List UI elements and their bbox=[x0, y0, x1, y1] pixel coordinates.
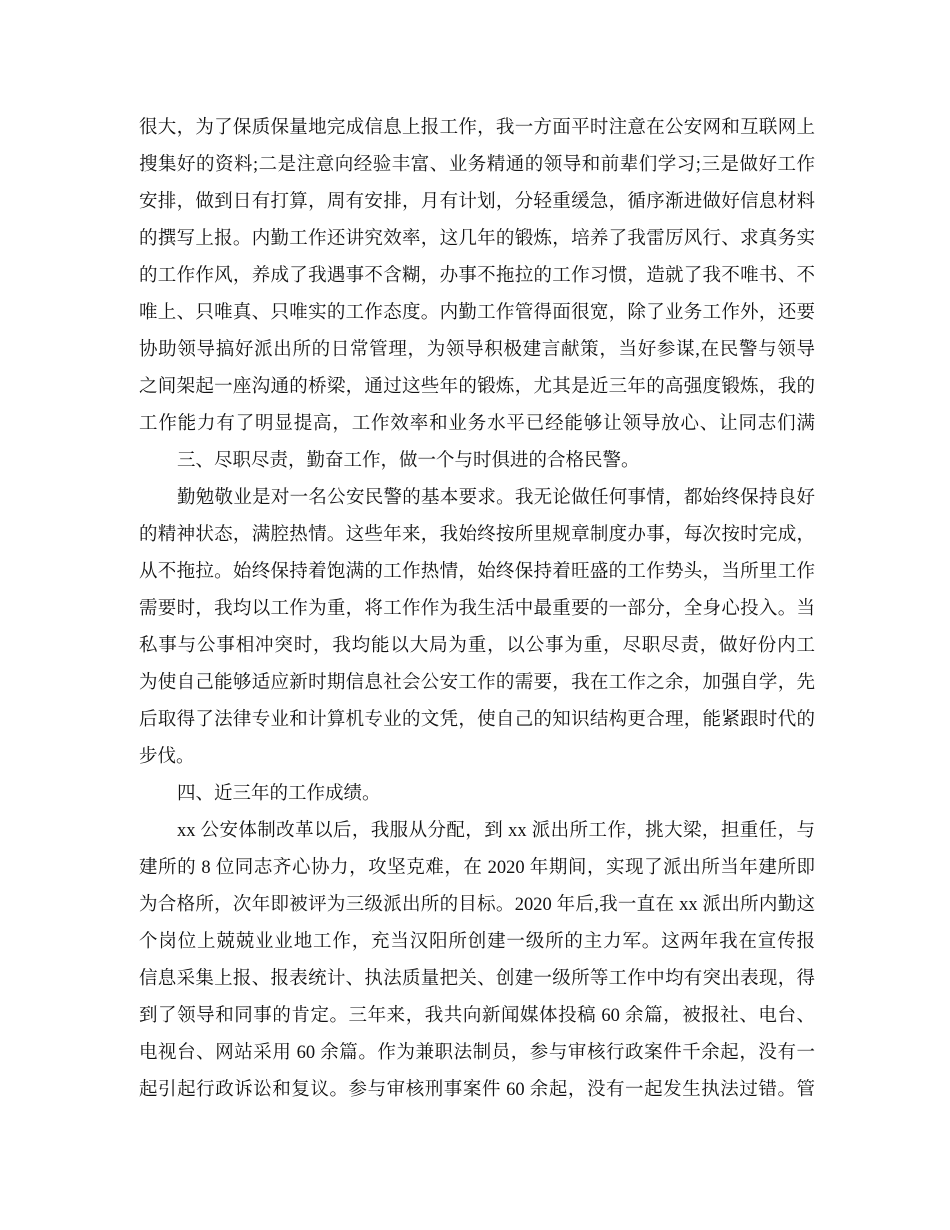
body-text-line: 建所的 8 位同志齐心协力，攻坚克难，在 2020 年期间，实现了派出所当年建所即 bbox=[139, 858, 815, 878]
body-text-line: 后取得了法律专业和计算机专业的文凭，使自己的知识结构更合理，能紧跟时代的 bbox=[139, 710, 815, 730]
body-text-line: 的撰写上报。内勤工作还讲究效率，这几年的锻炼，培养了我雷厉风行、求真务实 bbox=[139, 229, 815, 249]
body-text-line: 搜集好的资料;二是注意向经验丰富、业务精通的领导和前辈们学习;三是做好工作 bbox=[139, 155, 815, 175]
body-text-line: 唯上、只唯真、只唯实的工作态度。内勤工作管得面很宽，除了业务工作外，还要 bbox=[139, 303, 815, 323]
body-text-line: 的精神状态，满腔热情。这些年来，我始终按所里规章制度办事，每次按时完成， bbox=[139, 525, 815, 545]
paragraph-diligence bbox=[139, 480, 815, 776]
body-text-line: 工作能力有了明显提高，工作效率和业务水平已经能够让领导放心、让同志们满 bbox=[139, 414, 815, 434]
document-body bbox=[139, 110, 815, 1109]
body-text-line: 电视台、网站采用 60 余篇。作为兼职法制员，参与审核行政案件千余起，没有一 bbox=[139, 1043, 815, 1063]
body-text-line: 从不拖拉。始终保持着饱满的工作热情，始终保持着旺盛的工作势头，当所里工作 bbox=[139, 562, 815, 582]
body-text-line: 安排，做到日有打算，周有安排，月有计划，分轻重缓急，循序渐进做好信息材料 bbox=[139, 192, 815, 212]
body-text-line: 很大，为了保质保量地完成信息上报工作，我一方面平时注意在公安网和互联网上 bbox=[139, 118, 815, 138]
body-text-line: 步伐。 bbox=[139, 747, 195, 767]
body-text-line: 的工作作风，养成了我遇事不含糊，办事不拖拉的工作习惯，造就了我不唯书、不 bbox=[139, 266, 815, 286]
section-heading-text: 三、尽职尽责，勤奋工作，做一个与时俱进的合格民警。 bbox=[177, 451, 640, 471]
body-text-line: 需要时，我均以工作为重，将工作作为我生活中最重要的一部分，全身心投入。当 bbox=[139, 599, 815, 619]
body-text-line: 个岗位上兢兢业业地工作，充当汉阳所创建一级所的主力军。这两年我在宣传报 bbox=[139, 932, 815, 952]
section-heading-3 bbox=[139, 443, 815, 480]
body-text-line: 协助领导搞好派出所的日常管理，为领导积极建言献策，当好参谋,在民警与领导 bbox=[139, 340, 815, 360]
section-heading-text: 四、近三年的工作成绩。 bbox=[177, 784, 381, 804]
body-text-line: 为合格所，次年即被评为三级派出所的目标。2020 年后,我一直在 xx 派出所内勤这 bbox=[139, 895, 815, 915]
body-text-line: 私事与公事相冲突时，我均能以大局为重，以公事为重，尽职尽责，做好份内工 bbox=[139, 636, 815, 656]
body-text-line: 为使自己能够适应新时期信息社会公安工作的需要，我在工作之余，加强自学，先 bbox=[139, 673, 815, 693]
paragraph-continuation bbox=[139, 110, 815, 443]
body-text-line: 勤勉敬业是对一名公安民警的基本要求。我无论做任何事情，都始终保持良好 bbox=[177, 488, 815, 508]
paragraph-achievements bbox=[139, 813, 815, 1109]
body-text-line: 到了领导和同事的肯定。三年来，我共向新闻媒体投稿 60 余篇，被报社、电台、 bbox=[139, 1006, 815, 1026]
body-text-line: 之间架起一座沟通的桥梁，通过这些年的锻炼，尤其是近三年的高强度锻炼，我的 bbox=[139, 377, 815, 397]
body-text-line: 起引起行政诉讼和复议。参与审核刑事案件 60 余起，没有一起发生执法过错。管 bbox=[139, 1080, 815, 1100]
body-text-line: xx 公安体制改革以后，我服从分配，到 xx 派出所工作，挑大梁，担重任，与 bbox=[177, 821, 815, 841]
body-text-line: 信息采集上报、报表统计、执法质量把关、创建一级所等工作中均有突出表现，得 bbox=[139, 969, 815, 989]
section-heading-4 bbox=[139, 776, 815, 813]
